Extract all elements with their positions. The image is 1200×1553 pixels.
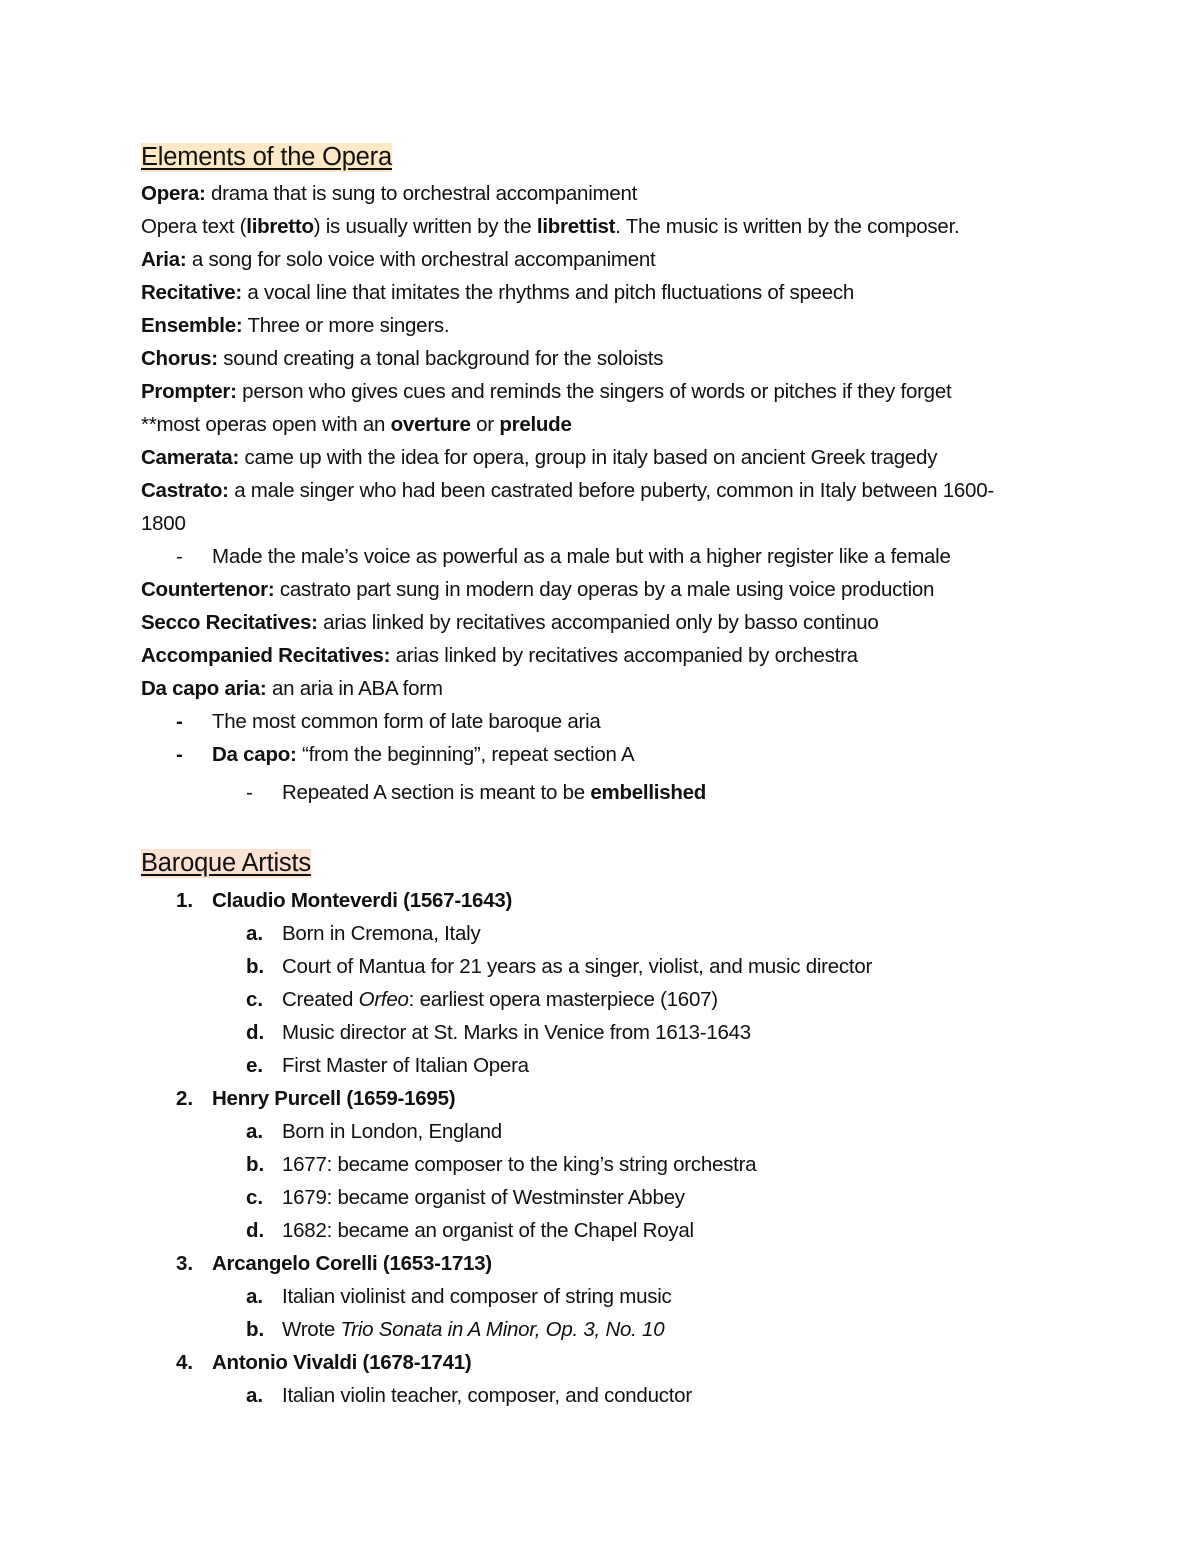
term-ensemble: Ensemble: bbox=[141, 314, 243, 337]
list-letter: a. bbox=[246, 1285, 264, 1308]
text-run: Wrote bbox=[282, 1318, 341, 1341]
term-prelude: prelude bbox=[499, 413, 572, 436]
definition-recitative bbox=[141, 281, 854, 305]
definition-da-capo-aria bbox=[141, 677, 443, 701]
list-letter: a. bbox=[246, 1120, 264, 1143]
list-number: 3. bbox=[176, 1252, 194, 1275]
definition-aria bbox=[141, 248, 655, 272]
term-da-capo-aria: Da capo aria: bbox=[141, 677, 267, 700]
list-letter: c. bbox=[246, 988, 264, 1011]
term-castrato: Castrato: bbox=[141, 479, 229, 502]
work-title: Trio Sonata in A Minor, Op. 3, No. 10 bbox=[340, 1318, 665, 1341]
term-chorus: Chorus: bbox=[141, 347, 218, 370]
artist-fact: Music director at St. Marks in Venice from 1613-1643 bbox=[282, 1021, 751, 1044]
definition-castrato-continued: 1800 bbox=[141, 512, 186, 535]
list-letter: b. bbox=[246, 955, 265, 978]
definition-chorus bbox=[141, 347, 663, 371]
term-countertenor: Countertenor: bbox=[141, 578, 275, 601]
definition-text: arias linked by recitatives accompanied by orchestra bbox=[390, 644, 858, 667]
term-overture: overture bbox=[390, 413, 471, 436]
artist-fact: 1677: became composer to the king’s string orchestra bbox=[282, 1153, 757, 1176]
list-letter: a. bbox=[246, 1384, 264, 1407]
term-libretto: libretto bbox=[246, 215, 314, 238]
da-capo-bullet-2 bbox=[212, 743, 634, 767]
artist-fact: Italian violinist and composer of string music bbox=[282, 1285, 672, 1308]
artist-fact bbox=[282, 1318, 664, 1342]
list-letter: e. bbox=[246, 1054, 264, 1077]
definition-countertenor bbox=[141, 578, 934, 602]
definition-camerata bbox=[141, 446, 937, 470]
list-letter: b. bbox=[246, 1153, 265, 1176]
definition-text: person who gives cues and reminds the singers of words or pitches if they forget bbox=[236, 380, 952, 403]
text-run: **most operas open with an bbox=[141, 413, 391, 436]
bullet-dash: - bbox=[246, 781, 253, 804]
term-librettist: librettist bbox=[536, 215, 616, 238]
definition-prompter bbox=[141, 380, 951, 404]
definition-secco-recitatives bbox=[141, 611, 879, 635]
definition-text: a song for solo voice with orchestral accompaniment bbox=[186, 248, 656, 271]
text-run: Opera text ( bbox=[141, 215, 247, 238]
definition-text: drama that is sung to orchestral accompaniment bbox=[205, 182, 638, 205]
bullet-dash: - bbox=[176, 743, 183, 766]
artist-fact bbox=[282, 988, 718, 1012]
term-da-capo: Da capo: bbox=[212, 743, 297, 766]
definition-text: arias linked by recitatives accompanied only by basso continuo bbox=[317, 611, 879, 634]
artist-name-monteverdi: Claudio Monteverdi (1567-1643) bbox=[212, 889, 513, 912]
artist-name-corelli: Arcangelo Corelli (1653-1713) bbox=[212, 1252, 492, 1275]
artist-fact: Italian violin teacher, composer, and conductor bbox=[282, 1384, 692, 1407]
list-letter: d. bbox=[246, 1219, 265, 1242]
definition-ensemble bbox=[141, 314, 449, 338]
term-opera: Opera: bbox=[141, 182, 206, 205]
term-prompter: Prompter: bbox=[141, 380, 237, 403]
overture-note bbox=[141, 413, 572, 437]
term-embellished: embellished bbox=[590, 781, 707, 804]
list-letter: d. bbox=[246, 1021, 265, 1044]
text-run: or bbox=[470, 413, 500, 436]
list-number: 4. bbox=[176, 1351, 194, 1374]
term-camerata: Camerata: bbox=[141, 446, 240, 469]
list-letter: a. bbox=[246, 922, 264, 945]
section-heading-elements: Elements of the Opera bbox=[141, 143, 392, 171]
text-run: Created bbox=[282, 988, 359, 1011]
libretto-line bbox=[141, 215, 959, 239]
definition-text: came up with the idea for opera, group in italy based on ancient Greek tragedy bbox=[239, 446, 938, 469]
artist-fact: Born in London, England bbox=[282, 1120, 502, 1143]
term-recitative: Recitative: bbox=[141, 281, 242, 304]
artist-fact: 1679: became organist of Westminster Abbey bbox=[282, 1186, 685, 1209]
artist-name-vivaldi: Antonio Vivaldi (1678-1741) bbox=[212, 1351, 472, 1374]
definition-castrato bbox=[141, 479, 994, 503]
text-run: : earliest opera masterpiece (1607) bbox=[408, 988, 718, 1011]
list-letter: b. bbox=[246, 1318, 265, 1341]
artist-fact: Born in Cremona, Italy bbox=[282, 922, 481, 945]
text-run: . The music is written by the composer. bbox=[615, 215, 960, 238]
definition-text: sound creating a tonal background for the soloists bbox=[217, 347, 664, 370]
text-run: Repeated A section is meant to be bbox=[282, 781, 591, 804]
artist-fact: Court of Mantua for 21 years as a singer, violist, and music director bbox=[282, 955, 873, 978]
definition-accompanied-recitatives bbox=[141, 644, 858, 668]
section-heading-artists: Baroque Artists bbox=[141, 849, 311, 877]
term-secco-recitatives: Secco Recitatives: bbox=[141, 611, 318, 634]
list-number: 1. bbox=[176, 889, 194, 912]
da-capo-sub-bullet bbox=[282, 781, 706, 805]
definition-text: a male singer who had been castrated before puberty, common in Italy between 1600- bbox=[228, 479, 994, 502]
list-letter: c. bbox=[246, 1186, 264, 1209]
artist-fact: First Master of Italian Opera bbox=[282, 1054, 529, 1077]
definition-text: an aria in ABA form bbox=[266, 677, 443, 700]
definition-text: “from the beginning”, repeat section A bbox=[296, 743, 635, 766]
castrato-bullet: Made the male’s voice as powerful as a male but with a higher register like a female bbox=[212, 545, 951, 568]
artist-name-purcell: Henry Purcell (1659-1695) bbox=[212, 1087, 456, 1110]
term-aria: Aria: bbox=[141, 248, 187, 271]
definition-text: a vocal line that imitates the rhythms and pitch fluctuations of speech bbox=[241, 281, 855, 304]
term-accompanied-recitatives: Accompanied Recitatives: bbox=[141, 644, 391, 667]
bullet-dash: - bbox=[176, 545, 183, 568]
artist-fact: 1682: became an organist of the Chapel Royal bbox=[282, 1219, 694, 1242]
definition-text: Three or more singers. bbox=[242, 314, 450, 337]
list-number: 2. bbox=[176, 1087, 194, 1110]
definition-text: castrato part sung in modern day operas by a male using voice production bbox=[274, 578, 935, 601]
definition-opera bbox=[141, 182, 637, 206]
text-run: ) is usually written by the bbox=[313, 215, 537, 238]
work-title: Orfeo bbox=[358, 988, 409, 1011]
bullet-dash: - bbox=[176, 710, 183, 733]
da-capo-bullet-1: The most common form of late baroque aria bbox=[212, 710, 601, 733]
